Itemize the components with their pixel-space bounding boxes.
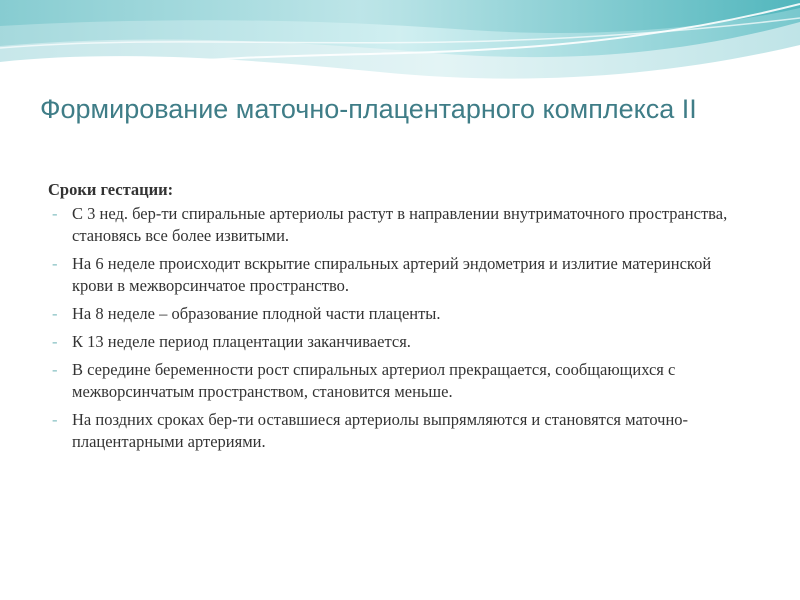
list-item-text: На поздних сроках бер-ти оставшиеся артериолы выпрямляются и становятся маточно-плацентарными артериями. (72, 410, 689, 451)
list-item-text: На 8 неделе – образование плодной части плаценты. (72, 304, 441, 323)
list-item-text: В середине беременности рост спиральных артериол прекращается, сообщающихся с межворсинчатым пространством, становится меньше. (72, 360, 676, 401)
list-item (48, 331, 748, 353)
list-item-text: С 3 нед. бер-ти спиральные артериолы растут в направлении внутриматочного пространства, становясь все более извитыми. (72, 204, 728, 245)
list-item (48, 253, 748, 297)
list-item (48, 203, 748, 247)
slide-title: Формирование маточно-плацентарного комплекса II (40, 94, 697, 124)
slide-content (48, 179, 748, 459)
bullet-list (48, 203, 748, 453)
list-item (48, 409, 748, 453)
list-item-text: На 6 неделе происходит вскрытие спиральных артерий эндометрия и излитие материнской крови в межворсинчатое пространство. (72, 254, 712, 295)
bullet-dash: - (52, 204, 58, 223)
bullet-dash: - (52, 332, 58, 351)
list-item (48, 359, 748, 403)
bullet-dash: - (52, 410, 58, 429)
list-item-text: К 13 неделе период плацентации заканчивается. (72, 332, 411, 351)
list-item (48, 303, 748, 325)
bullet-dash: - (52, 304, 58, 323)
bullet-dash: - (52, 254, 58, 273)
content-heading: Сроки гестации: (48, 180, 174, 199)
header-wave-decoration (0, 0, 800, 95)
bullet-dash: - (52, 360, 58, 379)
